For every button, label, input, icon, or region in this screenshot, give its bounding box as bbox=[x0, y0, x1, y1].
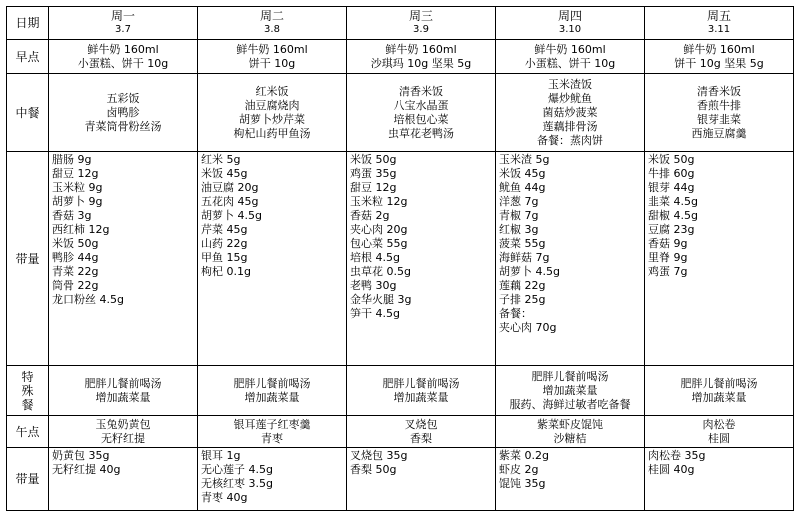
menu-line: 服药、海鲜过敏者吃备餐 bbox=[509, 397, 631, 411]
snack-amounts-cell bbox=[645, 448, 794, 511]
menu-line: 豆腐 23g bbox=[648, 223, 695, 236]
menu-line: 青菜筒骨粉丝汤 bbox=[84, 119, 162, 133]
menu-line: 增加蔬菜量 bbox=[393, 390, 449, 404]
lunch-row bbox=[7, 74, 794, 152]
menu-line: 备餐： bbox=[499, 307, 532, 320]
lunch-cell bbox=[198, 74, 347, 152]
snack-amounts-label: 带量 bbox=[7, 448, 49, 511]
menu-line: 筒骨 22g bbox=[52, 279, 99, 292]
menu-line: 鸭胗 44g bbox=[52, 251, 99, 264]
special-label bbox=[7, 366, 49, 416]
menu-line: 老鸭 30g bbox=[350, 279, 397, 292]
menu-line: 鲜牛奶 160ml bbox=[385, 42, 457, 56]
snack-amounts-cell bbox=[347, 448, 496, 511]
snack-cell bbox=[645, 416, 794, 448]
menu-line: 香煎牛排 bbox=[697, 98, 741, 112]
day-header-4 bbox=[645, 7, 794, 40]
menu-line: 油豆腐 20g bbox=[201, 181, 259, 194]
special-cell bbox=[645, 366, 794, 416]
menu-line: 无籽红提 40g bbox=[52, 463, 121, 476]
menu-line: 虫草花 0.5g bbox=[350, 265, 411, 278]
menu-line: 玉兔奶黄包 bbox=[95, 417, 151, 431]
menu-line: 香菇 3g bbox=[52, 209, 92, 222]
menu-line: 米饭 50g bbox=[648, 153, 695, 166]
day-name: 周二 bbox=[259, 9, 284, 23]
menu-line: 卤鸭胗 bbox=[106, 105, 140, 119]
menu-line: 腊肠 9g bbox=[52, 153, 92, 166]
lunch-amounts-cell bbox=[347, 152, 496, 366]
menu-line: 清香米饭 bbox=[697, 84, 741, 98]
day-date: 3.11 bbox=[707, 24, 731, 35]
lunch-amounts-cell bbox=[496, 152, 645, 366]
menu-line: 紫菜虾皮馄饨 bbox=[537, 417, 603, 431]
menu-line: 玉米粒 9g bbox=[52, 181, 103, 194]
menu-line: 鲜牛奶 160ml bbox=[87, 42, 159, 56]
menu-line: 龙口粉丝 4.5g bbox=[52, 293, 124, 306]
special-cell bbox=[49, 366, 198, 416]
breakfast-row bbox=[7, 40, 794, 74]
menu-line: 牛排 60g bbox=[648, 167, 695, 180]
snack-cell bbox=[347, 416, 496, 448]
menu-line: 增加蔬菜量 bbox=[95, 390, 151, 404]
lunch-amounts-label: 带量 bbox=[7, 152, 49, 366]
day-date: 3.7 bbox=[115, 24, 131, 35]
menu-line: 虫草花老鸭汤 bbox=[388, 126, 454, 140]
menu-line: 青菜 22g bbox=[52, 265, 99, 278]
menu-line: 枸杞 0.1g bbox=[201, 265, 251, 278]
label-char: 餐 bbox=[21, 397, 34, 412]
menu-line: 西施豆腐羹 bbox=[691, 126, 747, 140]
menu-line: 增加蔬菜量 bbox=[542, 383, 598, 397]
menu-line: 青枣 bbox=[261, 431, 283, 445]
menu-line: 肥胖儿餐前喝汤 bbox=[531, 369, 609, 383]
menu-line: 香菇 2g bbox=[350, 209, 390, 222]
menu-line: 桂圆 40g bbox=[648, 463, 695, 476]
menu-line: 叉烧包 35g bbox=[350, 449, 408, 462]
snack-amounts-row bbox=[7, 448, 794, 511]
snack-cell bbox=[198, 416, 347, 448]
lunch-cell bbox=[49, 74, 198, 152]
menu-line: 莲藕 22g bbox=[499, 279, 546, 292]
menu-line: 红椒 3g bbox=[499, 223, 539, 236]
breakfast-cell bbox=[496, 40, 645, 74]
menu-line: 鲜牛奶 160ml bbox=[534, 42, 606, 56]
menu-line: 奶黄包 35g bbox=[52, 449, 110, 462]
day-date: 3.9 bbox=[413, 24, 429, 35]
menu-line: 米饭 45g bbox=[499, 167, 546, 180]
menu-line: 饼干 10g bbox=[248, 56, 296, 70]
menu-line: 鲜牛奶 160ml bbox=[683, 42, 755, 56]
menu-line: 增加蔬菜量 bbox=[691, 390, 747, 404]
menu-line: 甲鱼 15g bbox=[201, 251, 248, 264]
menu-line: 油豆腐烧肉 bbox=[244, 98, 300, 112]
lunch-amounts-cell bbox=[645, 152, 794, 366]
lunch-amounts-row bbox=[7, 152, 794, 366]
snack-amounts-cell bbox=[49, 448, 198, 511]
menu-line: 洋葱 7g bbox=[499, 195, 539, 208]
day-header-0 bbox=[49, 7, 198, 40]
snack-amounts-cell bbox=[496, 448, 645, 511]
day-date: 3.8 bbox=[264, 24, 280, 35]
lunch-cell bbox=[496, 74, 645, 152]
menu-line: 红米饭 bbox=[255, 84, 289, 98]
menu-line: 菠菜 55g bbox=[499, 237, 546, 250]
menu-line: 笋干 4.5g bbox=[350, 307, 400, 320]
day-header-3 bbox=[496, 7, 645, 40]
menu-line: 银芽韭菜 bbox=[697, 112, 741, 126]
menu-line: 饼干 10g 坚果 5g bbox=[674, 56, 764, 70]
menu-line: 肥胖儿餐前喝汤 bbox=[382, 376, 460, 390]
menu-line: 玉米粒 12g bbox=[350, 195, 408, 208]
menu-line: 清香米饭 bbox=[399, 84, 443, 98]
menu-line: 青椒 7g bbox=[499, 209, 539, 222]
day-date: 3.10 bbox=[558, 24, 582, 35]
special-row bbox=[7, 366, 794, 416]
header-row bbox=[7, 7, 794, 40]
menu-line: 甜豆 12g bbox=[52, 167, 99, 180]
menu-line: 青枣 40g bbox=[201, 491, 248, 504]
menu-line: 肥胖儿餐前喝汤 bbox=[233, 376, 311, 390]
menu-line: 甜椒 4.5g bbox=[648, 209, 698, 222]
menu-line: 八宝水晶蛋 bbox=[393, 98, 449, 112]
menu-line: 夹心肉 20g bbox=[350, 223, 408, 236]
menu-line: 胡萝卜炒芹菜 bbox=[239, 112, 305, 126]
menu-line: 无核红枣 3.5g bbox=[201, 477, 273, 490]
menu-line: 紫菜 0.2g bbox=[499, 449, 549, 462]
menu-line: 甜豆 12g bbox=[350, 181, 397, 194]
menu-line: 西红柿 12g bbox=[52, 223, 110, 236]
menu-line: 玉米渣 5g bbox=[499, 153, 550, 166]
snack-row bbox=[7, 416, 794, 448]
menu-line: 鱿鱼 44g bbox=[499, 181, 546, 194]
menu-line: 虾皮 2g bbox=[499, 463, 539, 476]
date-label: 日期 bbox=[7, 7, 49, 40]
lunch-cell bbox=[645, 74, 794, 152]
menu-line: 香梨 bbox=[410, 431, 432, 445]
menu-line: 小蛋糕、饼干 10g bbox=[524, 56, 616, 70]
menu-line: 沙琪玛 10g 坚果 5g bbox=[370, 56, 472, 70]
special-cell bbox=[198, 366, 347, 416]
day-header-2 bbox=[347, 7, 496, 40]
menu-line: 莲藕排骨汤 bbox=[542, 119, 598, 133]
menu-line: 馄饨 35g bbox=[499, 477, 546, 490]
menu-line: 银芽 44g bbox=[648, 181, 695, 194]
menu-line: 无籽红提 bbox=[101, 431, 145, 445]
menu-line: 米饭 50g bbox=[52, 237, 99, 250]
menu-line: 银耳莲子红枣羹 bbox=[233, 417, 311, 431]
menu-line: 山药 22g bbox=[201, 237, 248, 250]
menu-line: 增加蔬菜量 bbox=[244, 390, 300, 404]
menu-line: 沙糖桔 bbox=[553, 431, 587, 445]
menu-line: 包心菜 55g bbox=[350, 237, 408, 250]
menu-line: 菌菇炒菠菜 bbox=[542, 105, 598, 119]
menu-line: 肥胖儿餐前喝汤 bbox=[680, 376, 758, 390]
menu-line: 夹心肉 70g bbox=[499, 321, 557, 334]
menu-line: 香菇 9g bbox=[648, 237, 688, 250]
breakfast-label: 早点 bbox=[7, 40, 49, 74]
menu-line: 鸡蛋 7g bbox=[648, 265, 688, 278]
menu-line: 鲜牛奶 160ml bbox=[236, 42, 308, 56]
menu-line: 银耳 1g bbox=[201, 449, 241, 462]
day-name: 周三 bbox=[408, 9, 433, 23]
lunch-cell bbox=[347, 74, 496, 152]
menu-line: 肉松卷 35g bbox=[648, 449, 706, 462]
menu-line: 枸杞山药甲鱼汤 bbox=[233, 126, 311, 140]
lunch-label: 中餐 bbox=[7, 74, 49, 152]
menu-line: 肉松卷 bbox=[702, 417, 736, 431]
menu-line: 鸡蛋 35g bbox=[350, 167, 397, 180]
menu-line: 胡萝卜 9g bbox=[52, 195, 103, 208]
menu-line: 金华火腿 3g bbox=[350, 293, 412, 306]
menu-line: 米饭 45g bbox=[201, 167, 248, 180]
menu-line: 五花肉 45g bbox=[201, 195, 259, 208]
day-name: 周五 bbox=[706, 9, 731, 23]
menu-line: 芹菜 45g bbox=[201, 223, 248, 236]
special-cell bbox=[347, 366, 496, 416]
breakfast-cell bbox=[198, 40, 347, 74]
menu-line: 培根 4.5g bbox=[350, 251, 400, 264]
snack-label: 午点 bbox=[7, 416, 49, 448]
breakfast-cell bbox=[49, 40, 198, 74]
menu-line: 胡萝卜 4.5g bbox=[201, 209, 262, 222]
menu-line: 米饭 50g bbox=[350, 153, 397, 166]
day-header-1 bbox=[198, 7, 347, 40]
menu-table bbox=[6, 6, 794, 511]
day-name: 周一 bbox=[110, 9, 135, 23]
breakfast-cell bbox=[347, 40, 496, 74]
menu-line: 红米 5g bbox=[201, 153, 241, 166]
menu-line: 叉烧包 bbox=[404, 417, 438, 431]
menu-line: 香梨 50g bbox=[350, 463, 397, 476]
lunch-amounts-cell bbox=[49, 152, 198, 366]
menu-line: 培根包心菜 bbox=[393, 112, 449, 126]
menu-line: 桂圆 bbox=[708, 431, 730, 445]
menu-line: 玉米渣饭 bbox=[548, 77, 592, 91]
menu-line: 无心莲子 4.5g bbox=[201, 463, 273, 476]
snack-cell bbox=[49, 416, 198, 448]
breakfast-cell bbox=[645, 40, 794, 74]
menu-line: 韭菜 4.5g bbox=[648, 195, 698, 208]
menu-line: 肥胖儿餐前喝汤 bbox=[84, 376, 162, 390]
snack-cell bbox=[496, 416, 645, 448]
snack-amounts-cell bbox=[198, 448, 347, 511]
special-cell bbox=[496, 366, 645, 416]
menu-line: 里脊 9g bbox=[648, 251, 688, 264]
menu-line: 五彩饭 bbox=[106, 91, 140, 105]
label-char: 殊 bbox=[21, 383, 34, 398]
day-name: 周四 bbox=[557, 9, 582, 23]
lunch-amounts-cell bbox=[198, 152, 347, 366]
label-char: 特 bbox=[21, 369, 34, 384]
menu-line: 海鲜菇 7g bbox=[499, 251, 550, 264]
menu-line: 小蛋糕、饼干 10g bbox=[77, 56, 169, 70]
menu-line: 爆炒鱿鱼 bbox=[548, 91, 592, 105]
menu-line: 子排 25g bbox=[499, 293, 546, 306]
menu-line: 胡萝卜 4.5g bbox=[499, 265, 560, 278]
menu-line: 备餐：蒸肉饼 bbox=[537, 133, 603, 147]
